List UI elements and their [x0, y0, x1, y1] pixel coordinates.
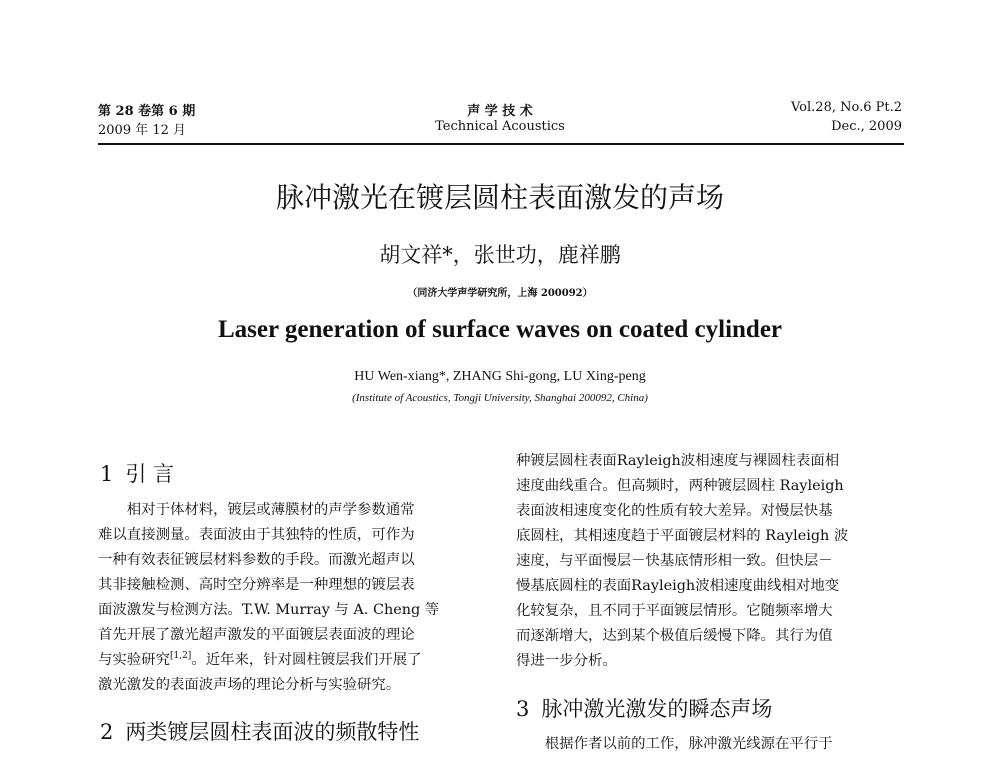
section-3-heading [516, 693, 772, 723]
text-line: 速度，与平面慢层－快基底情形相一致。但快层－ [516, 553, 833, 569]
text-line: 底圆柱，其相速度趋于平面镀层材料的 Rayleigh 波 [516, 528, 849, 544]
citation-post: 。近年来，针对圆柱镀层我们开展了 [191, 652, 422, 668]
journal-name-cn: 声 学 技 术 [467, 104, 533, 119]
citation-ref: [1,2] [169, 651, 192, 662]
section-2-number: 2 [100, 720, 114, 744]
paper-title-en: Laser generation of surface waves on coated cylinder [217, 316, 783, 343]
authors-en: HU Wen-xiang*, ZHANG Shi-gong, LU Xing-peng [354, 369, 646, 384]
text-line: 一种有效表征镀层材料参数的手段。而激光超声以 [98, 552, 415, 568]
section-3-number: 3 [516, 697, 530, 721]
right-column-continued [516, 732, 906, 757]
journal-volume-issue: 第 28 卷第 6 期 [98, 104, 196, 119]
section-2-heading [100, 716, 419, 746]
text-line: 而逐渐增大，达到某个极值后缓慢下降。其行为值 [516, 628, 833, 644]
text-line: 首先开展了激光超声激发的平面镀层表面波的理论 [98, 627, 415, 643]
journal-volume-en: Vol.28, No.6 Pt.2 [790, 100, 902, 115]
text-line: 根据作者以前的工作，脉冲激光线源在平行于 [516, 736, 833, 752]
section-3-title: 脉冲激光激发的瞬态声场 [541, 697, 773, 721]
left-column-text [98, 498, 488, 698]
text-line: 面波激发与检测方法。T.W. Murray 与 A. Cheng 等 [98, 602, 440, 618]
affiliation-en: (Institute of Acoustics, Tongji University, Shanghai 200092, China) [352, 392, 648, 404]
journal-name-en: Technical Acoustics [435, 119, 565, 134]
right-column-text [516, 449, 906, 674]
text-line: 表面波相速度变化的性质有较大差异。对慢层快基 [516, 503, 833, 519]
journal-date: 2009 年 12 月 [98, 123, 187, 138]
authors-cn: 胡文祥*，张世功，鹿祥鹏 [379, 243, 621, 267]
section-1-heading [100, 458, 174, 488]
text-line: 其非接触检测、高时空分辨率是一种理想的镀层表 [98, 577, 415, 593]
text-line-with-citation [98, 648, 488, 673]
text-line: 相对于体材料，镀层或薄膜材的声学参数通常 [98, 502, 415, 518]
text-line: 难以直接测量。表面波由于其独特的性质，可作为 [98, 527, 415, 543]
paper-title-cn: 脉冲激光在镀层圆柱表面激发的声场 [275, 181, 724, 214]
text-line: 种镀层圆柱表面Rayleigh波相速度与裸圆柱表面相 [516, 453, 840, 469]
journal-date-en: Dec., 2009 [831, 119, 902, 134]
header-rule [98, 143, 904, 145]
text-line: 激光激发的表面波声场的理论分析与实验研究。 [98, 677, 401, 693]
text-line: 慢基底圆柱的表面Rayleigh波相速度曲线相对地变 [516, 578, 840, 594]
affiliation-cn: （同济大学声学研究所，上海 200092） [407, 288, 593, 299]
text-line: 化较复杂，且不同于平面镀层情形。它随频率增大 [516, 603, 833, 619]
citation-pre: 与实验研究 [98, 652, 170, 668]
section-2-title: 两类镀层圆柱表面波的频散特性 [125, 720, 420, 744]
text-line: 得进一步分析。 [516, 653, 617, 669]
text-line: 速度曲线重合。但高频时，两种镀层圆柱 Rayleigh [516, 478, 844, 494]
section-1-title: 引 言 [125, 462, 175, 486]
section-1-number: 1 [100, 462, 114, 486]
